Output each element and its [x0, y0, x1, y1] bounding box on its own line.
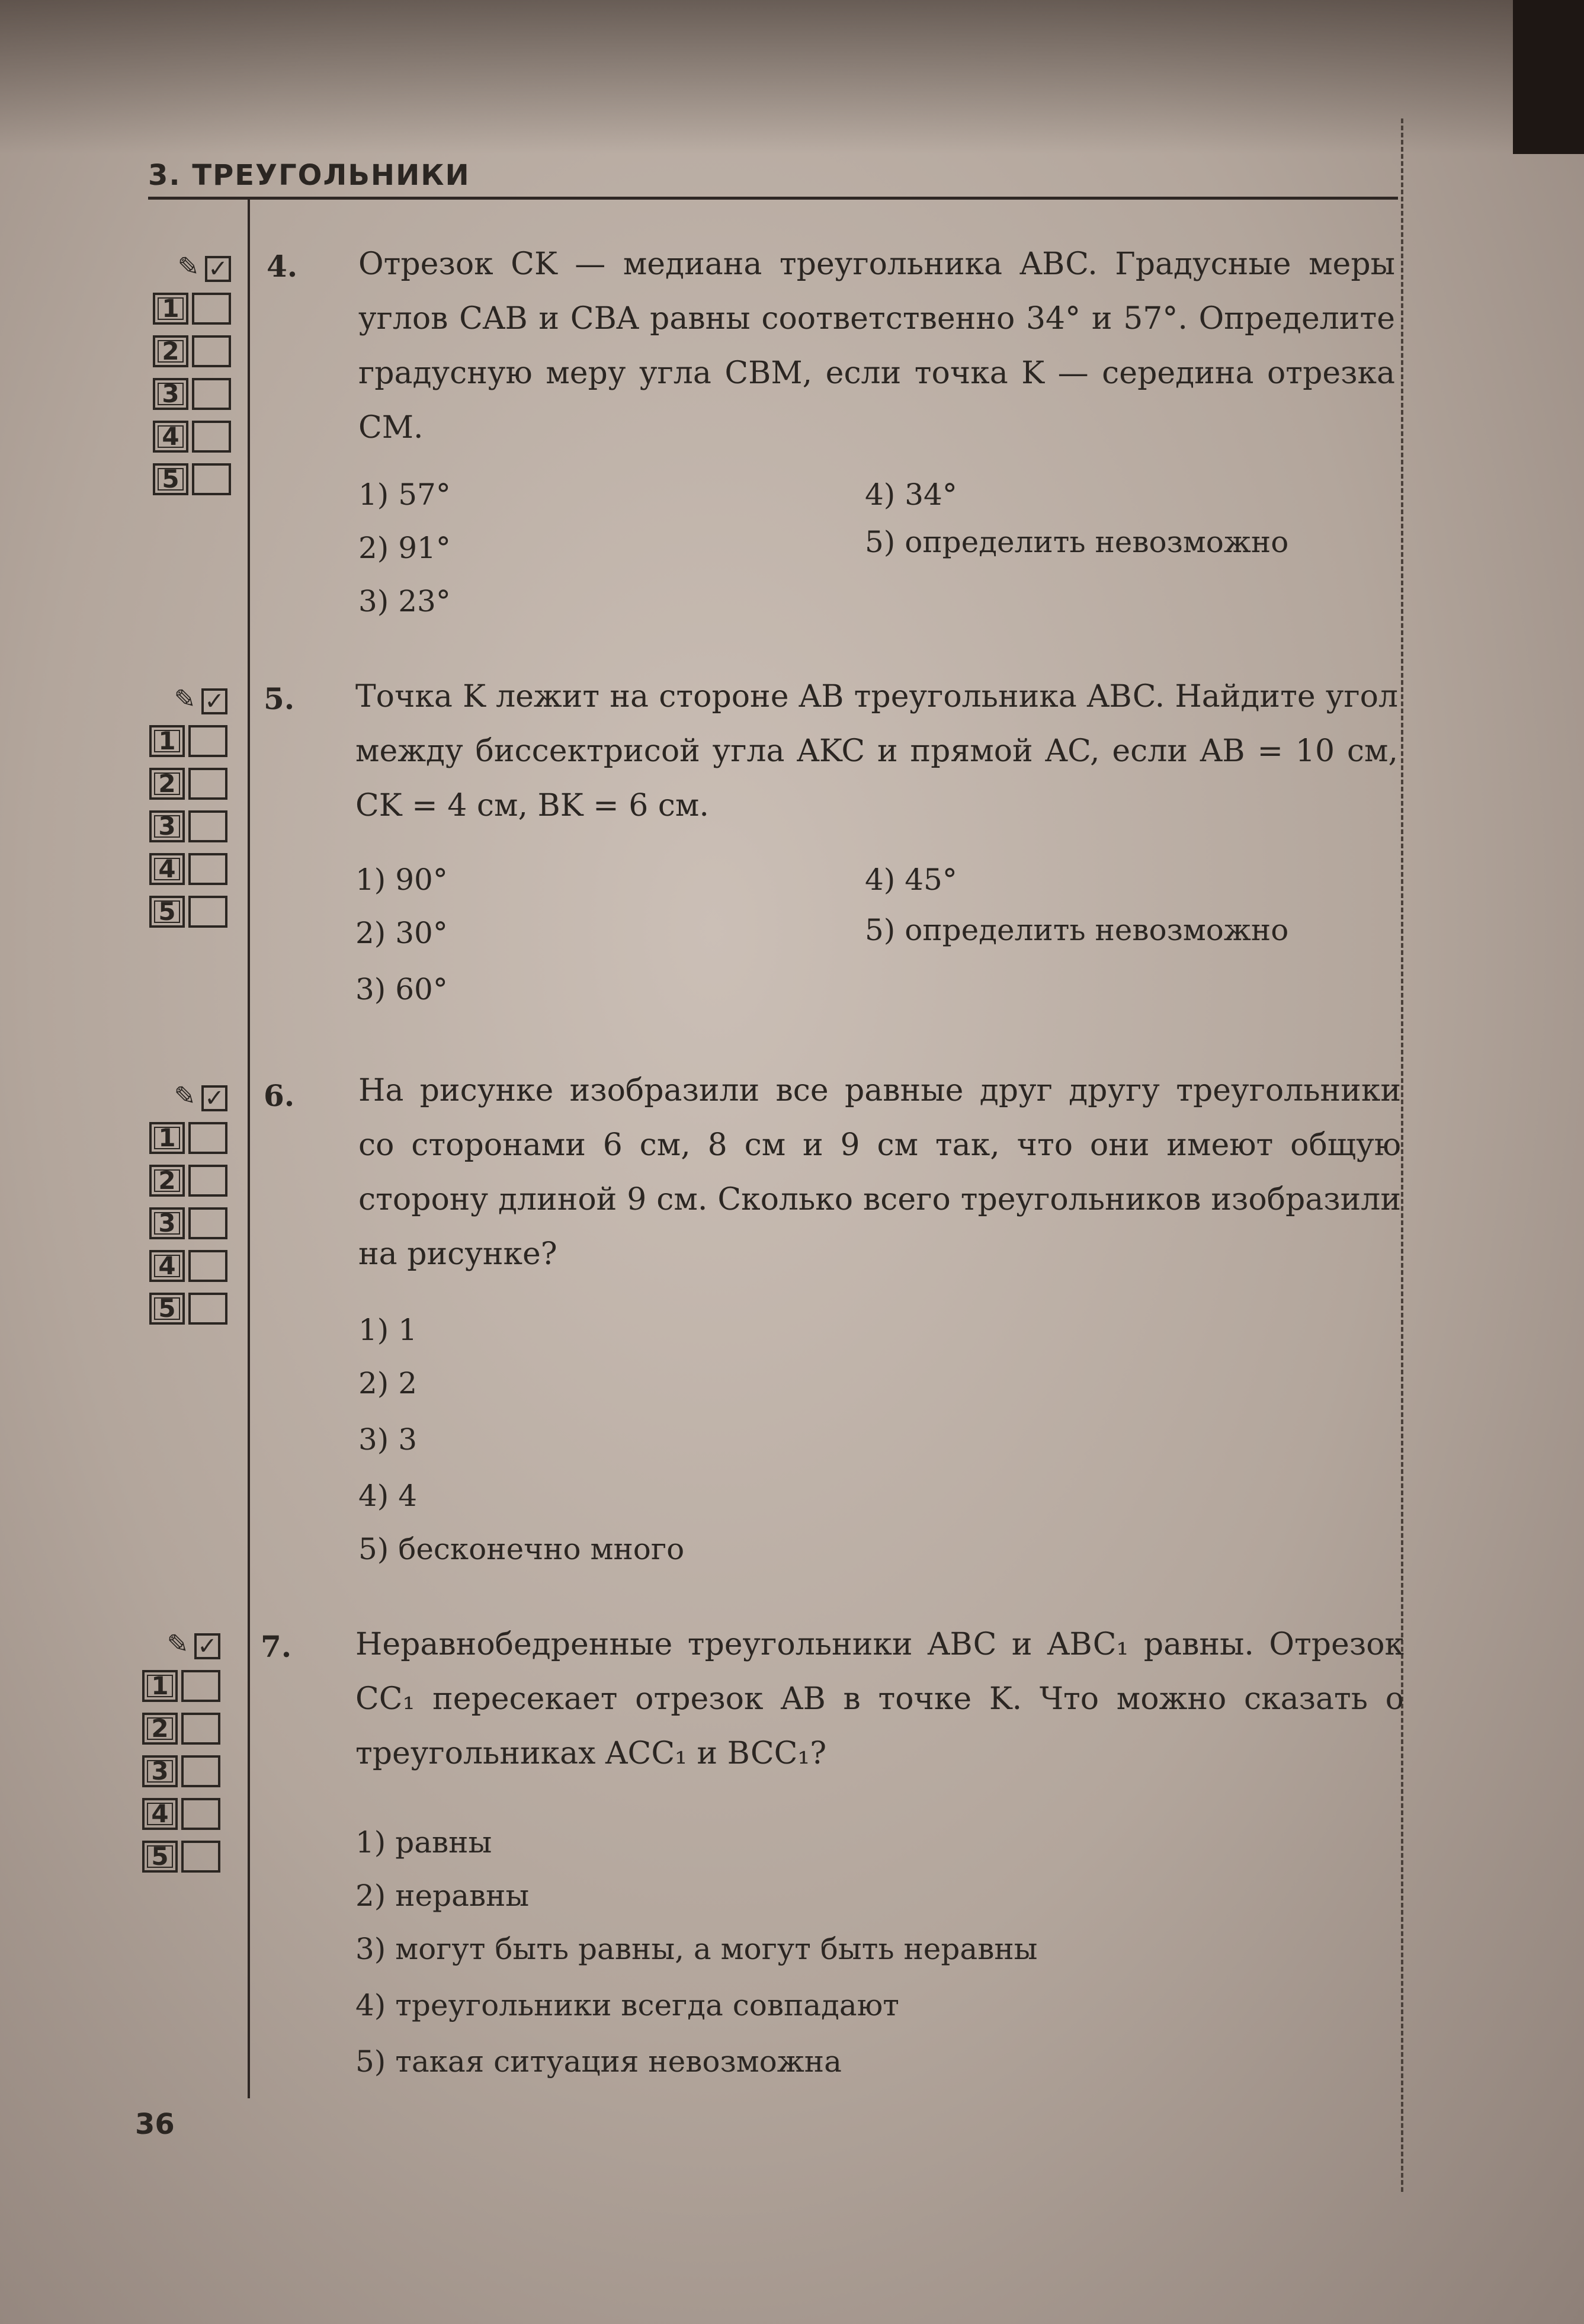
answer-checkbox[interactable]: [181, 1841, 220, 1873]
answer-checkbox[interactable]: [188, 1250, 227, 1282]
answer-checkbox[interactable]: [188, 896, 227, 928]
answer-option: 4) 34°: [865, 477, 957, 512]
answer-option: 3) 60°: [355, 972, 448, 1006]
answer-checkbox[interactable]: [188, 853, 227, 885]
answer-grid-task-6: [149, 1078, 227, 1325]
pencil-icon: ✎: [174, 1081, 196, 1111]
answer-number: 5: [149, 1293, 185, 1325]
answer-grid-task-7: [142, 1626, 220, 1873]
task-number: 6.: [264, 1078, 295, 1113]
checkmark-icon: ✓: [205, 256, 231, 282]
answer-checkbox[interactable]: [192, 293, 231, 325]
answer-checkbox[interactable]: [192, 378, 231, 410]
answer-option: 2) 2: [358, 1366, 418, 1400]
answer-option: 2) 30°: [355, 916, 448, 950]
answer-checkbox[interactable]: [188, 768, 227, 800]
answer-grid-task-5: [149, 681, 227, 928]
answer-option: 4) 4: [358, 1479, 418, 1513]
answer-option: 3) 23°: [358, 584, 451, 618]
answer-checkbox[interactable]: [188, 725, 227, 757]
chapter-title: 3. ТРЕУГОЛЬНИКИ: [148, 159, 470, 192]
cut-line: [1401, 118, 1403, 2192]
answer-number: 3: [153, 378, 188, 410]
answer-number: 5: [142, 1841, 178, 1873]
shadow-overlay: [0, 0, 1584, 154]
answer-number: 2: [149, 768, 185, 800]
answer-option: 3) 3: [358, 1422, 418, 1457]
answer-option: 5) бесконечно много: [358, 1532, 685, 1566]
answer-number: 3: [149, 1207, 185, 1239]
answer-checkbox[interactable]: [192, 421, 231, 453]
answer-number: 4: [149, 853, 185, 885]
answer-number: 4: [142, 1798, 178, 1830]
answer-number: 1: [149, 1122, 185, 1154]
answer-number: 4: [153, 421, 188, 453]
checkmark-icon: ✓: [194, 1633, 220, 1659]
answer-number: 2: [153, 335, 188, 367]
answer-option: 1) 90°: [355, 863, 448, 897]
answer-checkbox[interactable]: [192, 335, 231, 367]
pencil-icon: ✎: [177, 252, 200, 282]
answer-option: 5) определить невозможно: [865, 913, 1289, 947]
answer-grid-task-4: [153, 249, 231, 495]
answer-option: 1) 1: [358, 1313, 418, 1347]
page-number: 36: [135, 2108, 175, 2141]
answer-option: 5) определить невозможно: [865, 525, 1289, 559]
answer-checkbox[interactable]: [181, 1798, 220, 1830]
answer-option: 2) неравны: [355, 1879, 530, 1913]
checkmark-icon: ✓: [201, 1085, 227, 1111]
answer-number: 2: [149, 1165, 185, 1197]
pencil-icon: ✎: [166, 1629, 189, 1659]
answer-number: 2: [142, 1713, 178, 1745]
background-corner: [1513, 0, 1584, 154]
header-rule: [148, 197, 1398, 200]
task-number: 4.: [267, 249, 298, 284]
answer-checkbox[interactable]: [181, 1713, 220, 1745]
task-question: На рисунке изобразили все равные друг другу треугольники со сторонами 6 см, 8 см и 9 см так, что они имеют общую сторону длиной 9 см. Сколько всего треугольников изобразили на рисунке?: [358, 1073, 1401, 1272]
answer-number: 4: [149, 1250, 185, 1282]
checkmark-icon: ✓: [201, 688, 227, 714]
answer-option: 1) 57°: [358, 477, 451, 512]
task-question: Точка K лежит на стороне AB треугольника ABC. Найдите угол между биссектрисой угла AKC и прямой AC, если AB = 10 см, CK = 4 см, BK = 6 см.: [355, 679, 1398, 823]
answer-option: 4) 45°: [865, 863, 957, 897]
answer-checkbox[interactable]: [181, 1670, 220, 1702]
task-number: 5.: [264, 681, 295, 716]
answer-checkbox[interactable]: [181, 1755, 220, 1787]
task-question: Неравнобедренные треугольники ABC и ABC₁ равны. Отрезок CC₁ пересекает отрезок AB в точке K. Что можно сказать о треугольниках ACC₁ и BCC₁?: [355, 1627, 1404, 1771]
pencil-icon: ✎: [174, 684, 196, 714]
answer-checkbox[interactable]: [188, 1293, 227, 1325]
answer-option: 3) могут быть равны, а могут быть неравны: [355, 1932, 1038, 1966]
answer-number: 3: [149, 810, 185, 842]
answer-option: 4) треугольники всегда совпадают: [355, 1988, 899, 2022]
answer-checkbox[interactable]: [188, 1122, 227, 1154]
task-number: 7.: [261, 1629, 292, 1664]
answer-number: 3: [142, 1755, 178, 1787]
answer-checkbox[interactable]: [192, 463, 231, 495]
answer-number: 1: [153, 293, 188, 325]
answer-option: 1) равны: [355, 1825, 492, 1860]
answer-checkbox[interactable]: [188, 1165, 227, 1197]
answer-number: 5: [153, 463, 188, 495]
answer-checkbox[interactable]: [188, 1207, 227, 1239]
answer-option: 2) 91°: [358, 531, 451, 565]
answer-checkbox[interactable]: [188, 810, 227, 842]
answer-number: 1: [149, 725, 185, 757]
margin-rule: [248, 197, 250, 2098]
task-question: Отрезок CK — медиана треугольника ABC. Градусные меры углов CAB и CBA равны соответственно 34° и 57°. Определите градусную меру угла CBM, если точка K — середина отрезка CM.: [358, 246, 1395, 445]
answer-number: 1: [142, 1670, 178, 1702]
answer-number: 5: [149, 896, 185, 928]
answer-option: 5) такая ситуация невозможна: [355, 2044, 842, 2079]
